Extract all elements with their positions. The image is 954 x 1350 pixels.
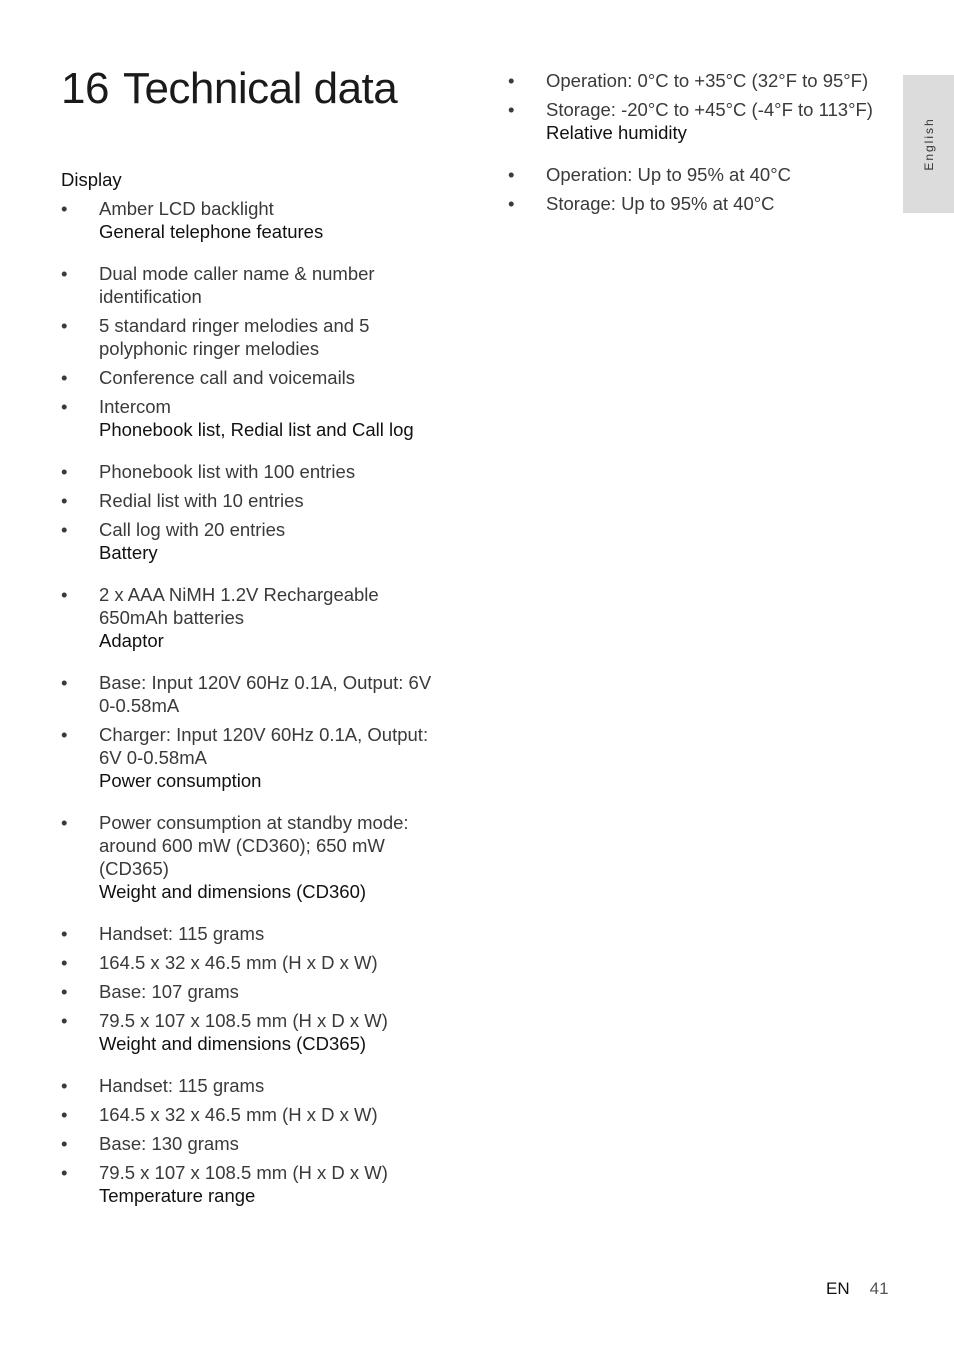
chapter-title: Technical data: [122, 64, 398, 113]
weight-cd360-list: [61, 922, 451, 1055]
list-item: • Call log with 20 entries Battery: [61, 518, 451, 564]
battery-list: [61, 583, 451, 652]
footer-language: EN: [826, 1279, 850, 1298]
weight-cd365-list: [61, 1074, 451, 1207]
general-features-list: [61, 262, 451, 441]
list-item: • Storage: -20°C to +45°C (-4°F to 113°F) Relative humidity: [508, 98, 893, 144]
list-item: • Base: Input 120V 60Hz 0.1A, Output: 6V 0-0.58mA: [61, 671, 451, 717]
temperature-list: [508, 69, 893, 144]
weight-cd365-heading: Weight and dimensions (CD365): [99, 1033, 367, 1054]
list-item: • 164.5 x 32 x 46.5 mm (H x D x W): [61, 951, 451, 974]
phonebook-list: [61, 460, 451, 564]
language-side-tab: [903, 75, 954, 213]
chapter-number: 16: [61, 64, 109, 113]
power-list: [61, 811, 451, 903]
list-item: • Amber LCD backlight General telephone features: [61, 197, 451, 243]
humidity-heading: Relative humidity: [546, 122, 687, 143]
list-item: • 164.5 x 32 x 46.5 mm (H x D x W): [61, 1103, 451, 1126]
list-item: • Handset: 115 grams: [61, 922, 451, 945]
display-list: [61, 197, 451, 243]
adaptor-list: [61, 671, 451, 792]
list-item: • Charger: Input 120V 60Hz 0.1A, Output: 6V 0-0.58mA Power consumption: [61, 723, 451, 792]
list-item: • Base: 130 grams: [61, 1132, 451, 1155]
page-number: 41: [869, 1279, 889, 1298]
list-item: • Dual mode caller name & number identification: [61, 262, 451, 308]
list-item: • Operation: 0°C to +35°C (32°F to 95°F): [508, 69, 893, 92]
adaptor-heading: Adaptor: [99, 630, 164, 651]
list-item: • 2 x AAA NiMH 1.2V Rechargeable 650mAh batteries Adaptor: [61, 583, 451, 652]
list-item: • Redial list with 10 entries: [61, 489, 451, 512]
language-tab-label: English: [921, 117, 936, 171]
page-title: [61, 64, 397, 114]
list-item: • Intercom Phonebook list, Redial list and Call log: [61, 395, 451, 441]
list-item: • 79.5 x 107 x 108.5 mm (H x D x W) Temperature range: [61, 1161, 451, 1207]
power-heading: Power consumption: [99, 770, 262, 791]
phonebook-heading: Phonebook list, Redial list and Call log: [99, 419, 414, 440]
list-item: • Operation: Up to 95% at 40°C: [508, 163, 893, 186]
battery-heading: Battery: [99, 542, 158, 563]
display-heading: Display: [61, 169, 122, 190]
list-item: • Conference call and voicemails: [61, 366, 451, 389]
list-item: • Phonebook list with 100 entries: [61, 460, 451, 483]
list-item: • 5 standard ringer melodies and 5 polyphonic ringer melodies: [61, 314, 451, 360]
list-item: • Storage: Up to 95% at 40°C: [508, 192, 893, 215]
right-column: [508, 69, 893, 215]
list-item: • 79.5 x 107 x 108.5 mm (H x D x W) Weight and dimensions (CD365): [61, 1009, 451, 1055]
list-item: • Power consumption at standby mode: around 600 mW (CD360); 650 mW (CD365) Weight and dimensions (CD360): [61, 811, 451, 903]
list-item: • Base: 107 grams: [61, 980, 451, 1003]
general-features-heading: General telephone features: [99, 221, 324, 242]
page-footer: [826, 1279, 889, 1299]
temperature-heading: Temperature range: [99, 1185, 256, 1206]
weight-cd360-heading: Weight and dimensions (CD360): [99, 881, 367, 902]
humidity-list: [508, 163, 893, 215]
left-column: [61, 168, 451, 1226]
list-item: • Handset: 115 grams: [61, 1074, 451, 1097]
